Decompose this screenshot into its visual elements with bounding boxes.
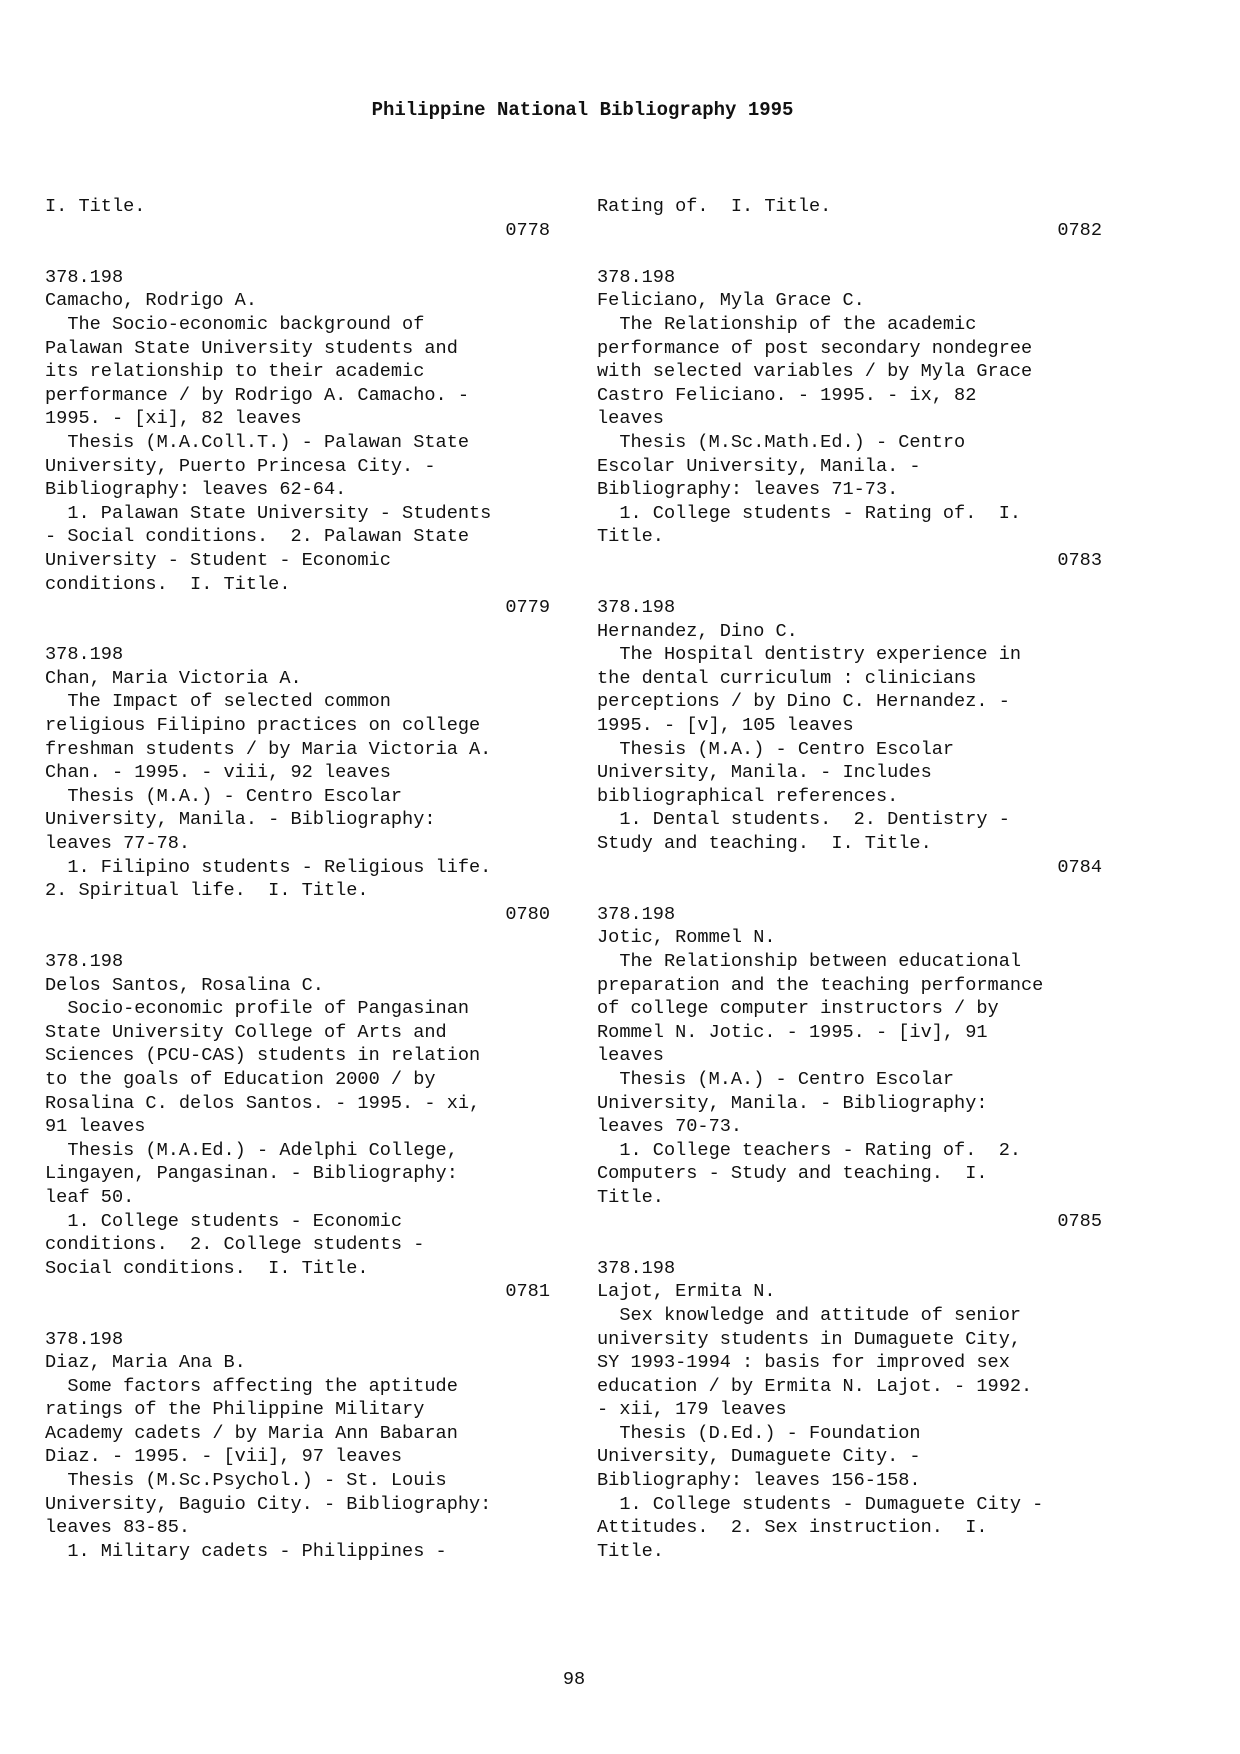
left-column: [45, 195, 550, 1563]
entry-line: Academy cadets / by Maria Ann Babaran: [45, 1422, 458, 1444]
entry-number: 0778: [505, 219, 550, 241]
blank-line: [45, 1304, 550, 1328]
entry-line: Thesis (M.Sc.Math.Ed.) - Centro: [597, 431, 966, 453]
entry-line: Rating of. I. Title.: [597, 196, 832, 217]
entry-line: Social conditions. I. Title.: [45, 1257, 369, 1279]
entry-line: Bibliography: leaves 62-64.: [45, 479, 347, 501]
entry-line: 1. Palawan State University - Students: [45, 502, 492, 524]
entry-line: Feliciano, Myla Grace C.: [597, 290, 865, 312]
entry-line: Palawan State University students and: [45, 337, 458, 359]
entry-line: Title.: [597, 526, 664, 548]
entry-line: Castro Feliciano. - 1995. - ix, 82: [597, 384, 977, 406]
entry-line: 1. College students - Rating of. I.: [597, 502, 1022, 524]
entry-line: Hernandez, Dino C.: [597, 620, 798, 642]
entry-line: The Socio-economic background of: [45, 313, 425, 335]
entry-line: Camacho, Rodrigo A.: [45, 290, 258, 312]
blank-line: [45, 620, 550, 644]
entry-line: Bibliography: leaves 156-158.: [597, 1470, 921, 1492]
entry-line: 378.198: [597, 597, 676, 619]
entry-line: 2. Spiritual life. I. Title.: [45, 880, 369, 902]
entry-line: The Hospital dentistry experience in: [597, 644, 1022, 666]
right-column: [597, 195, 1102, 1563]
entry-line: Delos Santos, Rosalina C.: [45, 974, 324, 996]
entry-line: performance / by Rodrigo A. Camacho. -: [45, 384, 470, 406]
entry-number: 0783: [1057, 549, 1102, 571]
entry-line: Bibliography: leaves 71-73.: [597, 479, 899, 501]
entry-line: of college computer instructors / by: [597, 998, 999, 1020]
entry-line: Thesis (M.A.) - Centro Escolar: [597, 738, 955, 760]
entry-line: 91 leaves: [45, 1116, 146, 1138]
entry-number: 0782: [1057, 219, 1102, 241]
entry-line: ratings of the Philippine Military: [45, 1399, 425, 1421]
entry-line: leaf 50.: [45, 1186, 135, 1208]
entry-line: Chan. - 1995. - viii, 92 leaves: [45, 762, 391, 784]
entry-line: University, Manila. - Includes: [597, 762, 932, 784]
entry-line: 378.198: [45, 644, 124, 666]
entry-line: Study and teaching. I. Title.: [597, 833, 932, 855]
entry-line: 378.198: [597, 903, 676, 925]
entry-line: Title.: [597, 1186, 664, 1208]
entry-line: - xii, 179 leaves: [597, 1399, 787, 1421]
blank-line: [597, 1233, 1102, 1257]
entry-line: to the goals of Education 2000 / by: [45, 1068, 436, 1090]
entry-line: Lingayen, Pangasinan. - Bibliography:: [45, 1163, 458, 1185]
entry-line: Thesis (M.Sc.Psychol.) - St. Louis: [45, 1470, 447, 1492]
entry-number: 0779: [505, 597, 550, 619]
entry-line: Sex knowledge and attitude of senior: [597, 1304, 1022, 1326]
entry-line: Rommel N. Jotic. - 1995. - [iv], 91: [597, 1021, 988, 1043]
entry-line: leaves: [597, 1045, 664, 1067]
entry-line: - Social conditions. 2. Palawan State: [45, 526, 470, 548]
entry-line: Thesis (M.A.) - Centro Escolar: [45, 785, 403, 807]
entry-line: I. Title.: [45, 196, 146, 217]
entry-line: university students in Dumaguete City,: [597, 1328, 1022, 1350]
entry-line: University, Puerto Princesa City. -: [45, 455, 436, 477]
entry-line: 1. College students - Dumaguete City -: [597, 1493, 1044, 1515]
entry-line: 1995. - [v], 105 leaves: [597, 715, 854, 737]
entry-line: The Relationship of the academic: [597, 313, 977, 335]
entry-number: 0784: [1057, 856, 1102, 878]
entry-line: freshman students / by Maria Victoria A.: [45, 738, 492, 760]
entry-line: Thesis (D.Ed.) - Foundation: [597, 1422, 921, 1444]
entry-line: Thesis (M.A.) - Centro Escolar: [597, 1068, 955, 1090]
entry-line: University, Manila. - Bibliography:: [597, 1092, 988, 1114]
entry-line: with selected variables / by Myla Grace: [597, 361, 1033, 383]
entry-line: conditions. 2. College students -: [45, 1234, 425, 1256]
entry-line: 1. Filipino students - Religious life.: [45, 856, 492, 878]
entry-line: Title.: [597, 1540, 664, 1562]
entry-line: Diaz, Maria Ana B.: [45, 1352, 246, 1374]
entry-line: 1. College teachers - Rating of. 2.: [597, 1139, 1022, 1161]
entry-line: performance of post secondary nondegree: [597, 337, 1033, 359]
entry-line: University - Student - Economic: [45, 549, 391, 571]
blank-line: [597, 573, 1102, 597]
entry-line: leaves 77-78.: [45, 833, 191, 855]
entry-line: religious Filipino practices on college: [45, 715, 481, 737]
entry-line: Thesis (M.A.Coll.T.) - Palawan State: [45, 431, 470, 453]
entry-line: bibliographical references.: [597, 785, 899, 807]
blank-line: [45, 242, 550, 266]
entry-line: Attitudes. 2. Sex instruction. I.: [597, 1517, 988, 1539]
entry-number: 0780: [505, 903, 550, 925]
entry-line: University, Baguio City. - Bibliography:: [45, 1493, 492, 1515]
blank-line: [45, 926, 550, 950]
entry-line: leaves 70-73.: [597, 1116, 743, 1138]
entry-line: State University College of Arts and: [45, 1021, 447, 1043]
entry-line: 1995. - [xi], 82 leaves: [45, 408, 302, 430]
blank-line: [597, 879, 1102, 903]
entry-line: SY 1993-1994 : basis for improved sex: [597, 1352, 1010, 1374]
entry-line: 378.198: [597, 1257, 676, 1279]
entry-line: 378.198: [45, 266, 124, 288]
entry-line: preparation and the teaching performance: [597, 974, 1044, 996]
entry-line: perceptions / by Dino C. Hernandez. -: [597, 691, 1010, 713]
entry-line: The Impact of selected common: [45, 691, 391, 713]
entry-line: its relationship to their academic: [45, 361, 425, 383]
entry-line: 1. College students - Economic: [45, 1210, 403, 1232]
entry-line: Jotic, Rommel N.: [597, 927, 776, 949]
entry-line: Sciences (PCU-CAS) students in relation: [45, 1045, 481, 1067]
entry-line: conditions. I. Title.: [45, 573, 291, 595]
entry-line: 1. Military cadets - Philippines -: [45, 1540, 447, 1562]
page-number: 98: [562, 1669, 586, 1690]
blank-line: [597, 242, 1102, 266]
entry-number: 0781: [505, 1281, 550, 1303]
entry-line: The Relationship between educational: [597, 951, 1022, 972]
entry-line: 378.198: [45, 951, 124, 972]
entry-line: Lajot, Ermita N.: [597, 1281, 776, 1303]
entry-line: University, Dumaguete City. -: [597, 1446, 921, 1468]
entry-line: Escolar University, Manila. -: [597, 455, 921, 477]
entry-line: Rosalina C. delos Santos. - 1995. - xi,: [45, 1092, 481, 1114]
entry-line: education / by Ermita N. Lajot. - 1992.: [597, 1375, 1033, 1397]
entry-line: Some factors affecting the aptitude: [45, 1375, 458, 1397]
entry-line: University, Manila. - Bibliography:: [45, 809, 436, 831]
entry-number: 0785: [1057, 1210, 1102, 1232]
entry-line: 378.198: [45, 1328, 124, 1350]
entry-line: Computers - Study and teaching. I.: [597, 1163, 988, 1185]
entry-line: Thesis (M.A.Ed.) - Adelphi College,: [45, 1139, 458, 1161]
entry-line: Chan, Maria Victoria A.: [45, 667, 302, 689]
entry-line: Diaz. - 1995. - [vii], 97 leaves: [45, 1446, 403, 1468]
entry-line: the dental curriculum : clinicians: [597, 667, 977, 689]
entry-line: leaves: [597, 408, 664, 430]
entry-line: leaves 83-85.: [45, 1517, 191, 1539]
entry-line: 1. Dental students. 2. Dentistry -: [597, 809, 1010, 831]
entry-line: Socio-economic profile of Pangasinan: [45, 998, 470, 1020]
entry-line: 378.198: [597, 266, 676, 288]
page-title: Philippine National Bibliography 1995: [371, 99, 794, 121]
